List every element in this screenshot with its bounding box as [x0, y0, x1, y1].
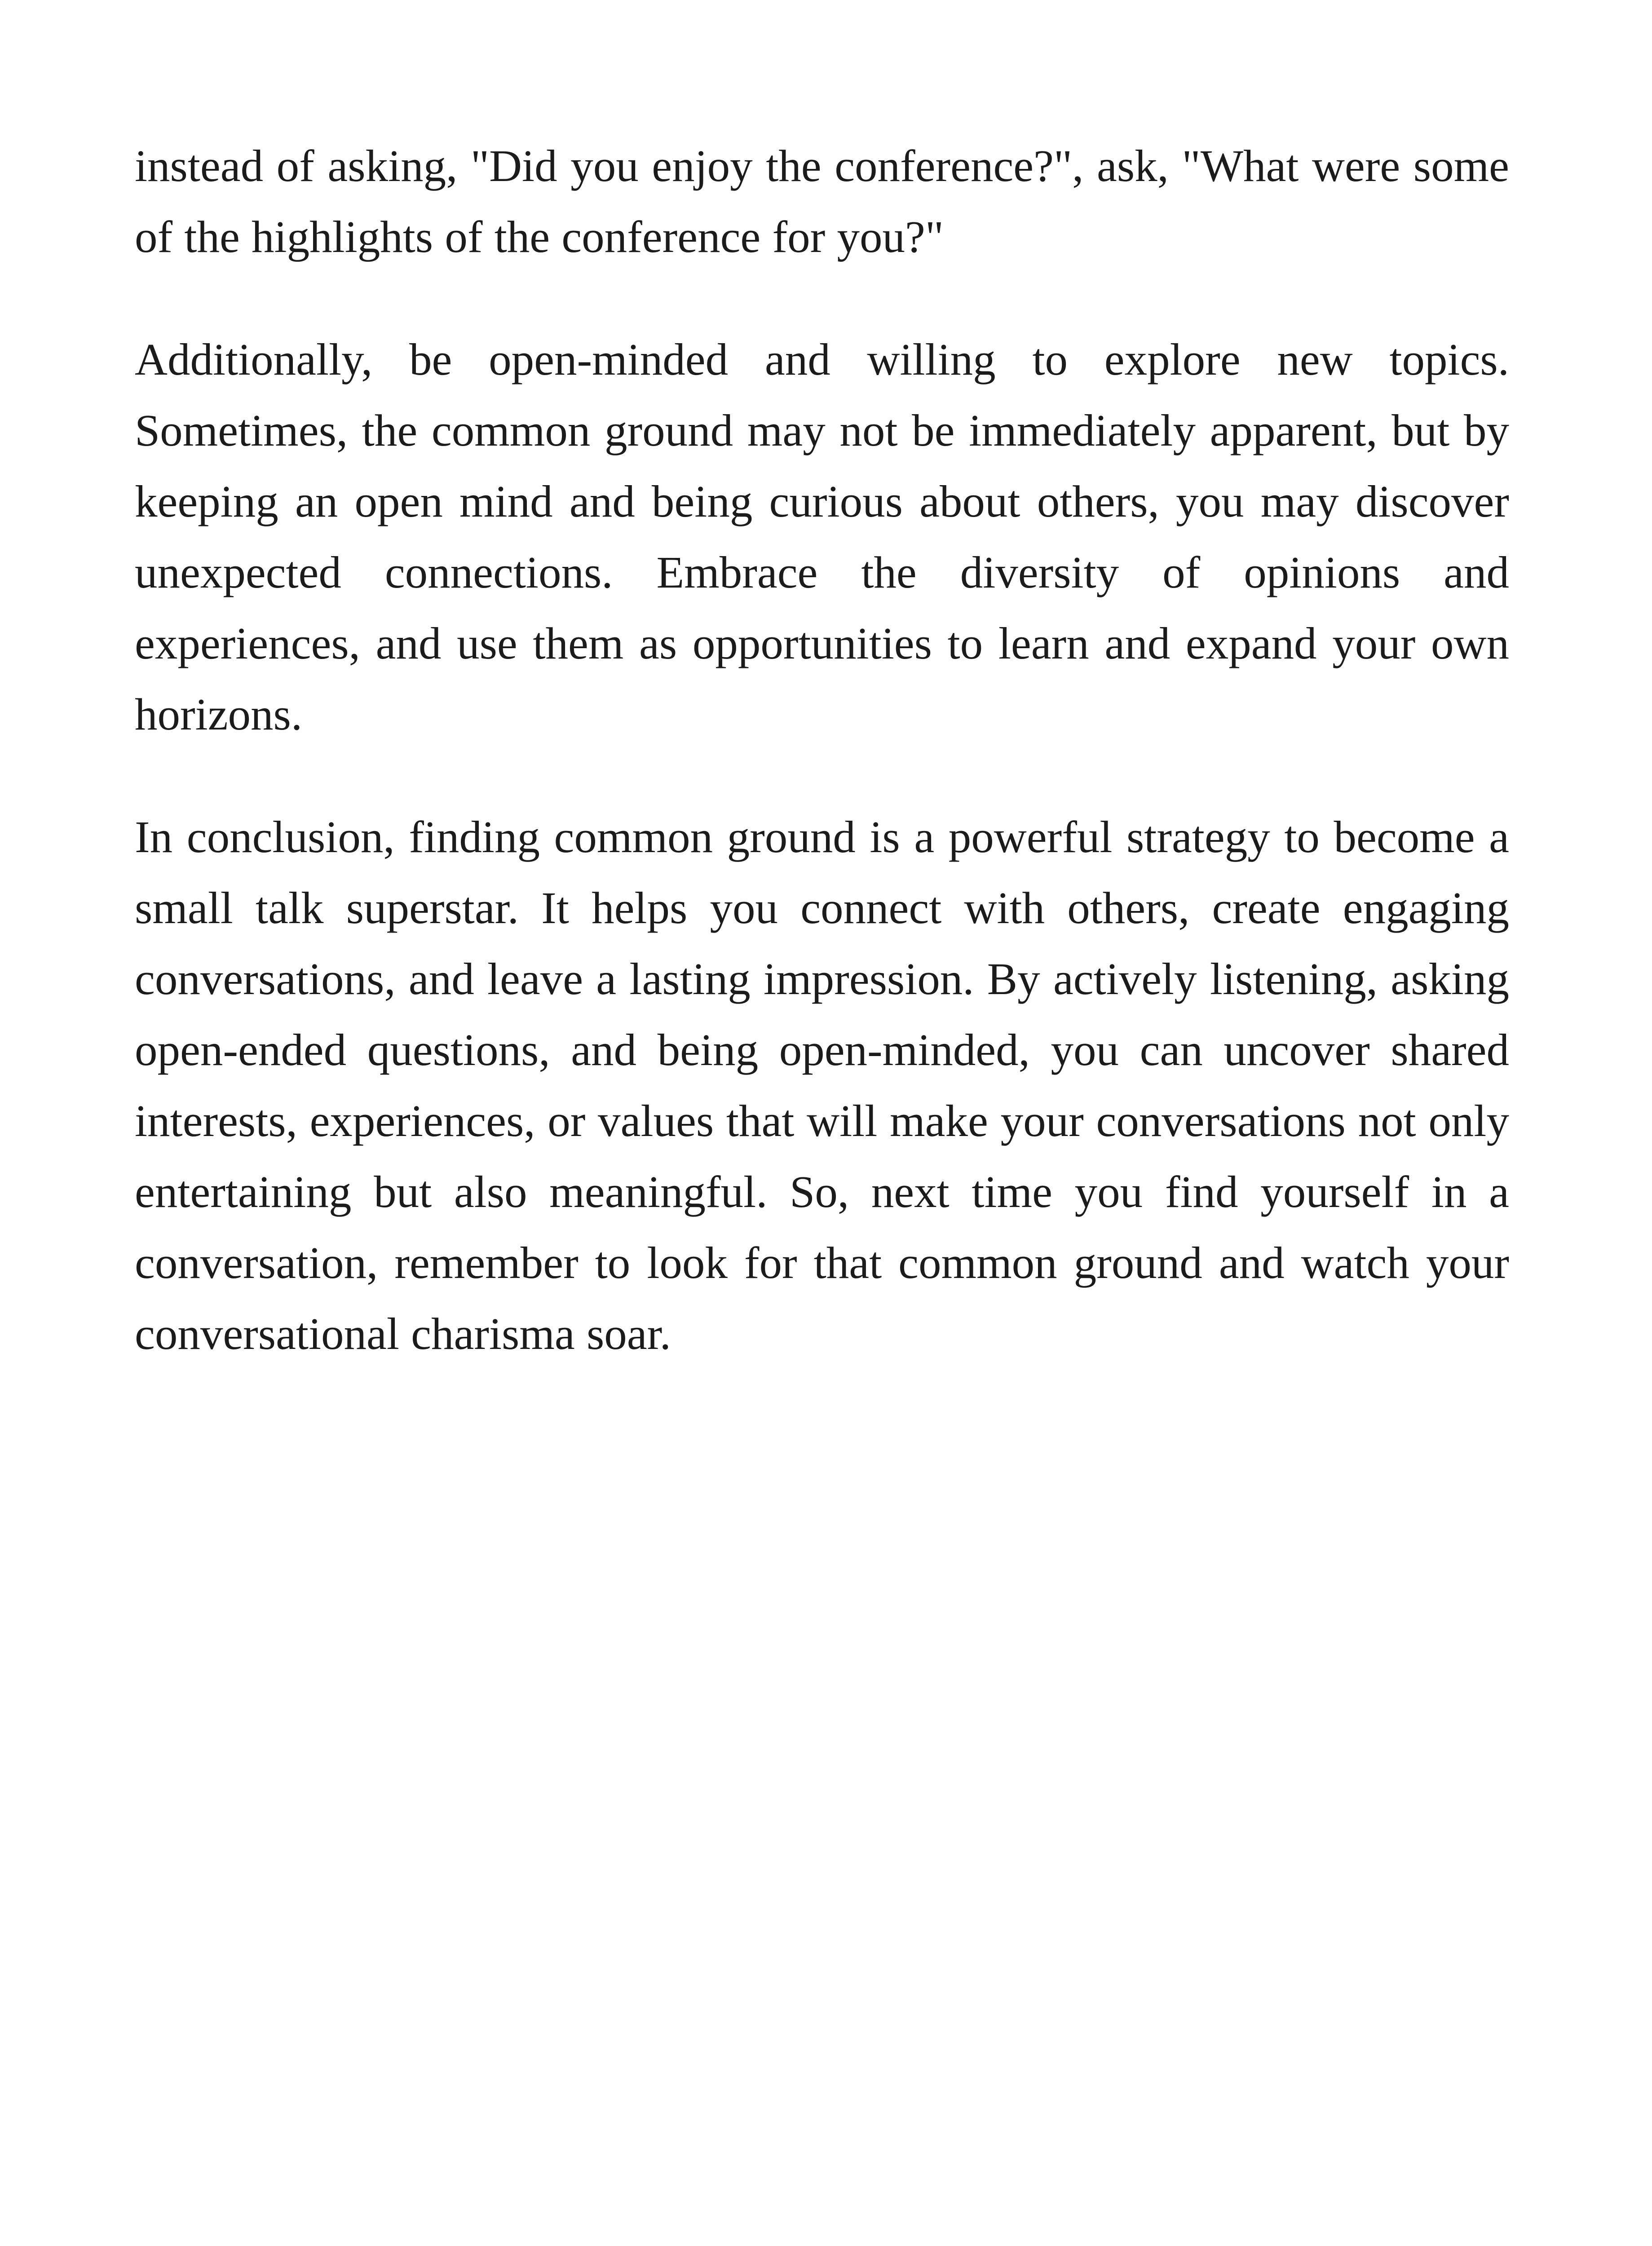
paragraph-open-minded: Additionally, be open-minded and willing to explore new topics. Sometimes, the common ground may not be immediately apparent, but by keeping an open mind and being curious about others, you may discover unexpected connections. Embrace the diversity of opinions and experiences, and use them as opportunities to learn and expand your own horizons. [135, 334, 1509, 739]
paragraph-conclusion: In conclusion, finding common ground is a powerful strategy to become a small talk superstar. It helps you connect with others, create engaging conversations, and leave a lasting impression. By actively listening, asking open-ended questions, and being open-minded, you can uncover shared interests, experiences, or values that will make your conversations not only entertaining but also meaningful. So, next time you find yourself in a conversation, remember to look for that common ground and watch your conversational charisma soar. [135, 812, 1509, 1359]
body-text [135, 130, 1509, 1421]
paragraph-continuation: instead of asking, "Did you enjoy the conference?", ask, "What were some of the highlights of the conference for you?" [135, 141, 1509, 262]
